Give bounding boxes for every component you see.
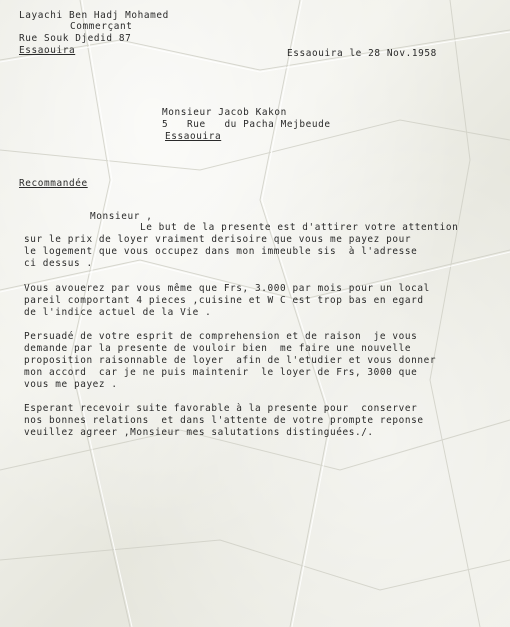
- paragraph-3-line-4: mon accord car je ne puis maintenir le loyer de Frs, 3000 que: [24, 367, 418, 378]
- paragraph-1-line-2: sur le prix de loyer vraiment derisoire que vous me payez pour: [24, 234, 412, 245]
- sender-street: Rue Souk Djedid 87: [19, 33, 132, 44]
- paragraph-2-line-1: Vous avouerez par vous même que Frs, 3.000 par mois pour un local: [24, 283, 430, 294]
- recipient-name: Monsieur Jacob Kakon: [162, 107, 287, 118]
- paragraph-4-line-2: nos bonnes relations et dans l'attente de votre prompte reponse: [24, 415, 424, 426]
- paragraph-3-line-2: demande par la presente de vouloir bien me faire une nouvelle: [24, 343, 412, 354]
- recipient-city: Essaouira: [165, 131, 222, 142]
- delivery-mode: Recommandée: [19, 178, 88, 189]
- salutation: Monsieur ,: [90, 211, 153, 222]
- paragraph-1-line-4: ci dessus .: [24, 258, 93, 269]
- paragraph-3-line-5: vous me payez .: [24, 379, 118, 390]
- paragraph-1-line-3: le logement que vous occupez dans mon immeuble sis à l'adresse: [24, 246, 418, 257]
- paragraph-2-line-3: de l'indice actuel de la Vie .: [24, 307, 212, 318]
- recipient-street: 5 Rue du Pacha Mejbeude: [162, 119, 331, 130]
- sender-title: Commerçant: [70, 21, 133, 32]
- paragraph-4-line-3: veuillez agreer ,Monsieur mes salutations distinguées./.: [24, 427, 374, 438]
- sender-city: Essaouira: [19, 45, 76, 56]
- paragraph-3-line-3: proposition raisonnable de loyer afin de l'etudier et vous donner: [24, 355, 437, 366]
- paragraph-1-line-1: Le but de la presente est d'attirer votre attention: [90, 222, 459, 233]
- paragraph-3-line-1: Persuadé de votre esprit de comprehension et de raison je vous: [24, 331, 418, 342]
- paragraph-4-line-1: Esperant recevoir suite favorable à la presente pour conserver: [24, 403, 418, 414]
- paragraph-2-line-2: pareil comportant 4 pieces ,cuisine et W C est trop bas en egard: [24, 295, 424, 306]
- place-date: Essaouira le 28 Nov.1958: [287, 48, 437, 59]
- sender-name: Layachi Ben Hadj Mohamed: [19, 10, 169, 21]
